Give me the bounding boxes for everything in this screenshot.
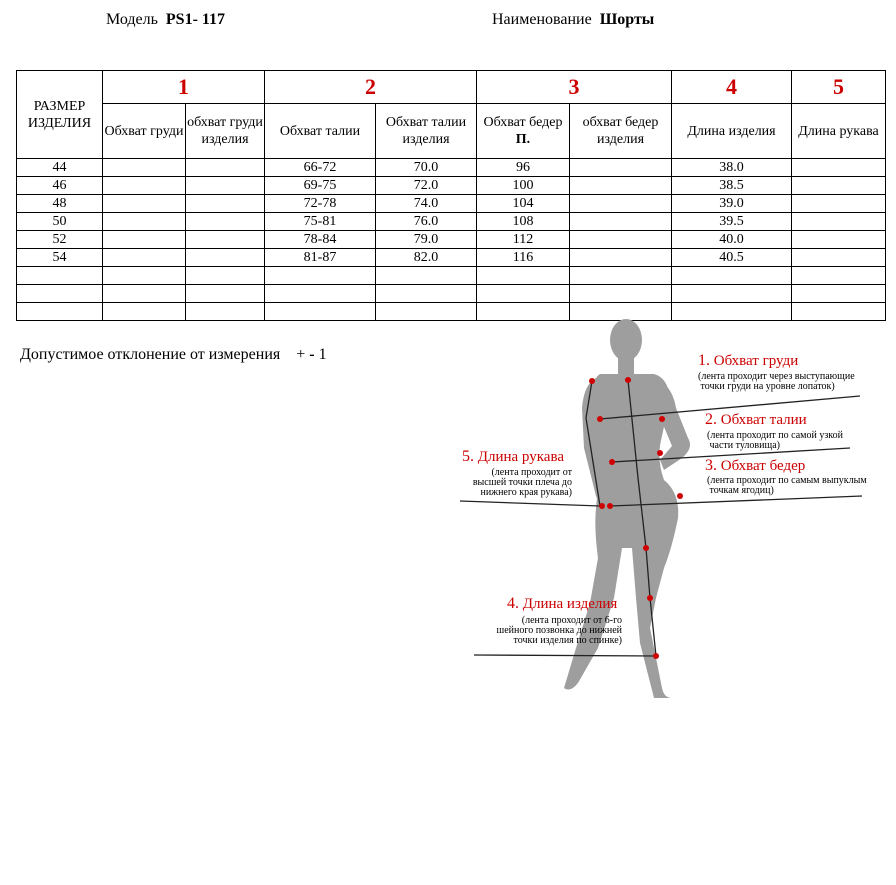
cell-chest-item — [186, 177, 265, 195]
label-waist: 2. Обхват талии — [705, 411, 807, 428]
cell-chest — [103, 195, 186, 213]
empty-cell — [186, 303, 265, 321]
cell-sleeve — [792, 249, 886, 267]
cell-hips-item — [570, 231, 672, 249]
cell-chest — [103, 177, 186, 195]
label-hips-note: (лента проходит по самым выпуклым точкам ягодиц) — [707, 475, 867, 496]
cell-hips: 96 — [477, 159, 570, 177]
cell-size: 54 — [17, 249, 103, 267]
cell-waist: 66-72 — [265, 159, 376, 177]
cell-waist: 69-75 — [265, 177, 376, 195]
empty-cell — [17, 267, 103, 285]
cell-waist-item: 72.0 — [376, 177, 477, 195]
cell-hips: 108 — [477, 213, 570, 231]
sleeve-header: Длина рукава — [792, 104, 886, 159]
cell-hips: 112 — [477, 231, 570, 249]
cell-chest — [103, 213, 186, 231]
empty-cell — [792, 285, 886, 303]
waist-header: Обхват талии — [265, 104, 376, 159]
cell-sleeve — [792, 195, 886, 213]
cell-length: 38.5 — [672, 177, 792, 195]
label-length: 4. Длина изделия — [507, 595, 618, 612]
cell-length: 39.0 — [672, 195, 792, 213]
cell-length: 39.5 — [672, 213, 792, 231]
cell-chest-item — [186, 249, 265, 267]
cell-hips-item — [570, 195, 672, 213]
length-header: Длина изделия — [672, 104, 792, 159]
model-value: PS1- 117 — [165, 11, 226, 28]
cell-length: 40.0 — [672, 231, 792, 249]
cell-chest-item — [186, 231, 265, 249]
empty-table-row — [17, 285, 886, 303]
empty-cell — [186, 267, 265, 285]
empty-cell — [376, 285, 477, 303]
cell-waist: 72-78 — [265, 195, 376, 213]
empty-cell — [265, 303, 376, 321]
cell-size: 50 — [17, 213, 103, 231]
tolerance-value: + - 1 — [296, 346, 327, 363]
cell-waist: 78-84 — [265, 231, 376, 249]
label-chest: 1. Обхват груди — [698, 352, 799, 369]
label-waist-note: (лента проходит по самой узкой части туловища) — [707, 430, 843, 451]
empty-cell — [265, 267, 376, 285]
empty-cell — [672, 285, 792, 303]
cell-hips-item — [570, 159, 672, 177]
cell-chest-item — [186, 195, 265, 213]
group-number-4: 4 — [672, 71, 792, 104]
cell-waist-item: 74.0 — [376, 195, 477, 213]
empty-cell — [103, 303, 186, 321]
cell-sleeve — [792, 177, 886, 195]
measurement-figure — [450, 318, 890, 708]
cell-hips: 100 — [477, 177, 570, 195]
empty-cell — [186, 285, 265, 303]
group-number-1: 1 — [103, 71, 265, 104]
empty-cell — [17, 285, 103, 303]
group-number-5: 5 — [792, 71, 886, 104]
label-chest-note: (лента проходит через выступающие точки груди на уровне лопаток) — [698, 371, 855, 392]
hips-item-header: обхват бедер изделия — [570, 104, 672, 159]
hips-header — [477, 104, 570, 159]
cell-size: 52 — [17, 231, 103, 249]
table-row — [17, 159, 886, 177]
tolerance-note — [20, 346, 327, 364]
empty-cell — [17, 303, 103, 321]
cell-sleeve — [792, 231, 886, 249]
table-row — [17, 195, 886, 213]
label-hips: 3. Обхват бедер — [705, 457, 806, 474]
model-label: Модель — [106, 11, 158, 28]
tolerance-label: Допустимое отклонение от измерения — [20, 346, 281, 363]
cell-waist: 81-87 — [265, 249, 376, 267]
empty-cell — [477, 267, 570, 285]
table-row — [17, 249, 886, 267]
cell-length: 40.5 — [672, 249, 792, 267]
cell-chest — [103, 249, 186, 267]
group-number-2: 2 — [265, 71, 477, 104]
empty-cell — [570, 285, 672, 303]
cell-chest-item — [186, 213, 265, 231]
cell-size: 44 — [17, 159, 103, 177]
cell-waist-item: 76.0 — [376, 213, 477, 231]
empty-cell — [570, 267, 672, 285]
table-row — [17, 231, 886, 249]
waist-item-header: Обхват талии изделия — [376, 104, 477, 159]
empty-cell — [792, 267, 886, 285]
cell-sleeve — [792, 159, 886, 177]
group-number-3: 3 — [477, 71, 672, 104]
empty-cell — [103, 285, 186, 303]
table-row — [17, 177, 886, 195]
cell-waist-item: 79.0 — [376, 231, 477, 249]
size-header: РАЗМЕР ИЗДЕЛИЯ — [17, 71, 103, 159]
cell-hips: 104 — [477, 195, 570, 213]
cell-chest-item — [186, 159, 265, 177]
cell-length: 38.0 — [672, 159, 792, 177]
cell-chest — [103, 159, 186, 177]
product-name-label: Наименование — [492, 11, 592, 28]
cell-size: 48 — [17, 195, 103, 213]
empty-cell — [265, 285, 376, 303]
cell-hips-item — [570, 177, 672, 195]
label-length-note: (лента проходит от 6-го шейного позвонка до нижней точки изделия по спинке) — [496, 615, 622, 646]
empty-cell — [376, 267, 477, 285]
size-rows — [17, 159, 886, 321]
hips-header-text: Обхват бедер — [483, 115, 563, 130]
empty-cell — [103, 267, 186, 285]
cell-waist-item: 70.0 — [376, 159, 477, 177]
cell-waist-item: 82.0 — [376, 249, 477, 267]
empty-table-row — [17, 267, 886, 285]
cell-hips: 116 — [477, 249, 570, 267]
cell-hips-item — [570, 249, 672, 267]
cell-size: 46 — [17, 177, 103, 195]
model-line — [106, 11, 225, 29]
cell-hips-item — [570, 213, 672, 231]
label-sleeve: 5. Длина рукава — [462, 448, 564, 465]
empty-cell — [477, 285, 570, 303]
chest-item-header: обхват груди изделия — [186, 104, 265, 159]
cell-waist: 75-81 — [265, 213, 376, 231]
size-chart-table — [16, 70, 886, 321]
product-name-line — [492, 11, 654, 29]
empty-cell — [672, 267, 792, 285]
table-row — [17, 213, 886, 231]
cell-sleeve — [792, 213, 886, 231]
cell-chest — [103, 231, 186, 249]
product-name-value: Шорты — [599, 11, 655, 28]
label-sleeve-note: (лента проходит от высшей точки плеча до нижнего края рукава) — [472, 467, 572, 498]
chest-header: Обхват груди — [103, 104, 186, 159]
hips-header-note: П. — [515, 132, 531, 147]
